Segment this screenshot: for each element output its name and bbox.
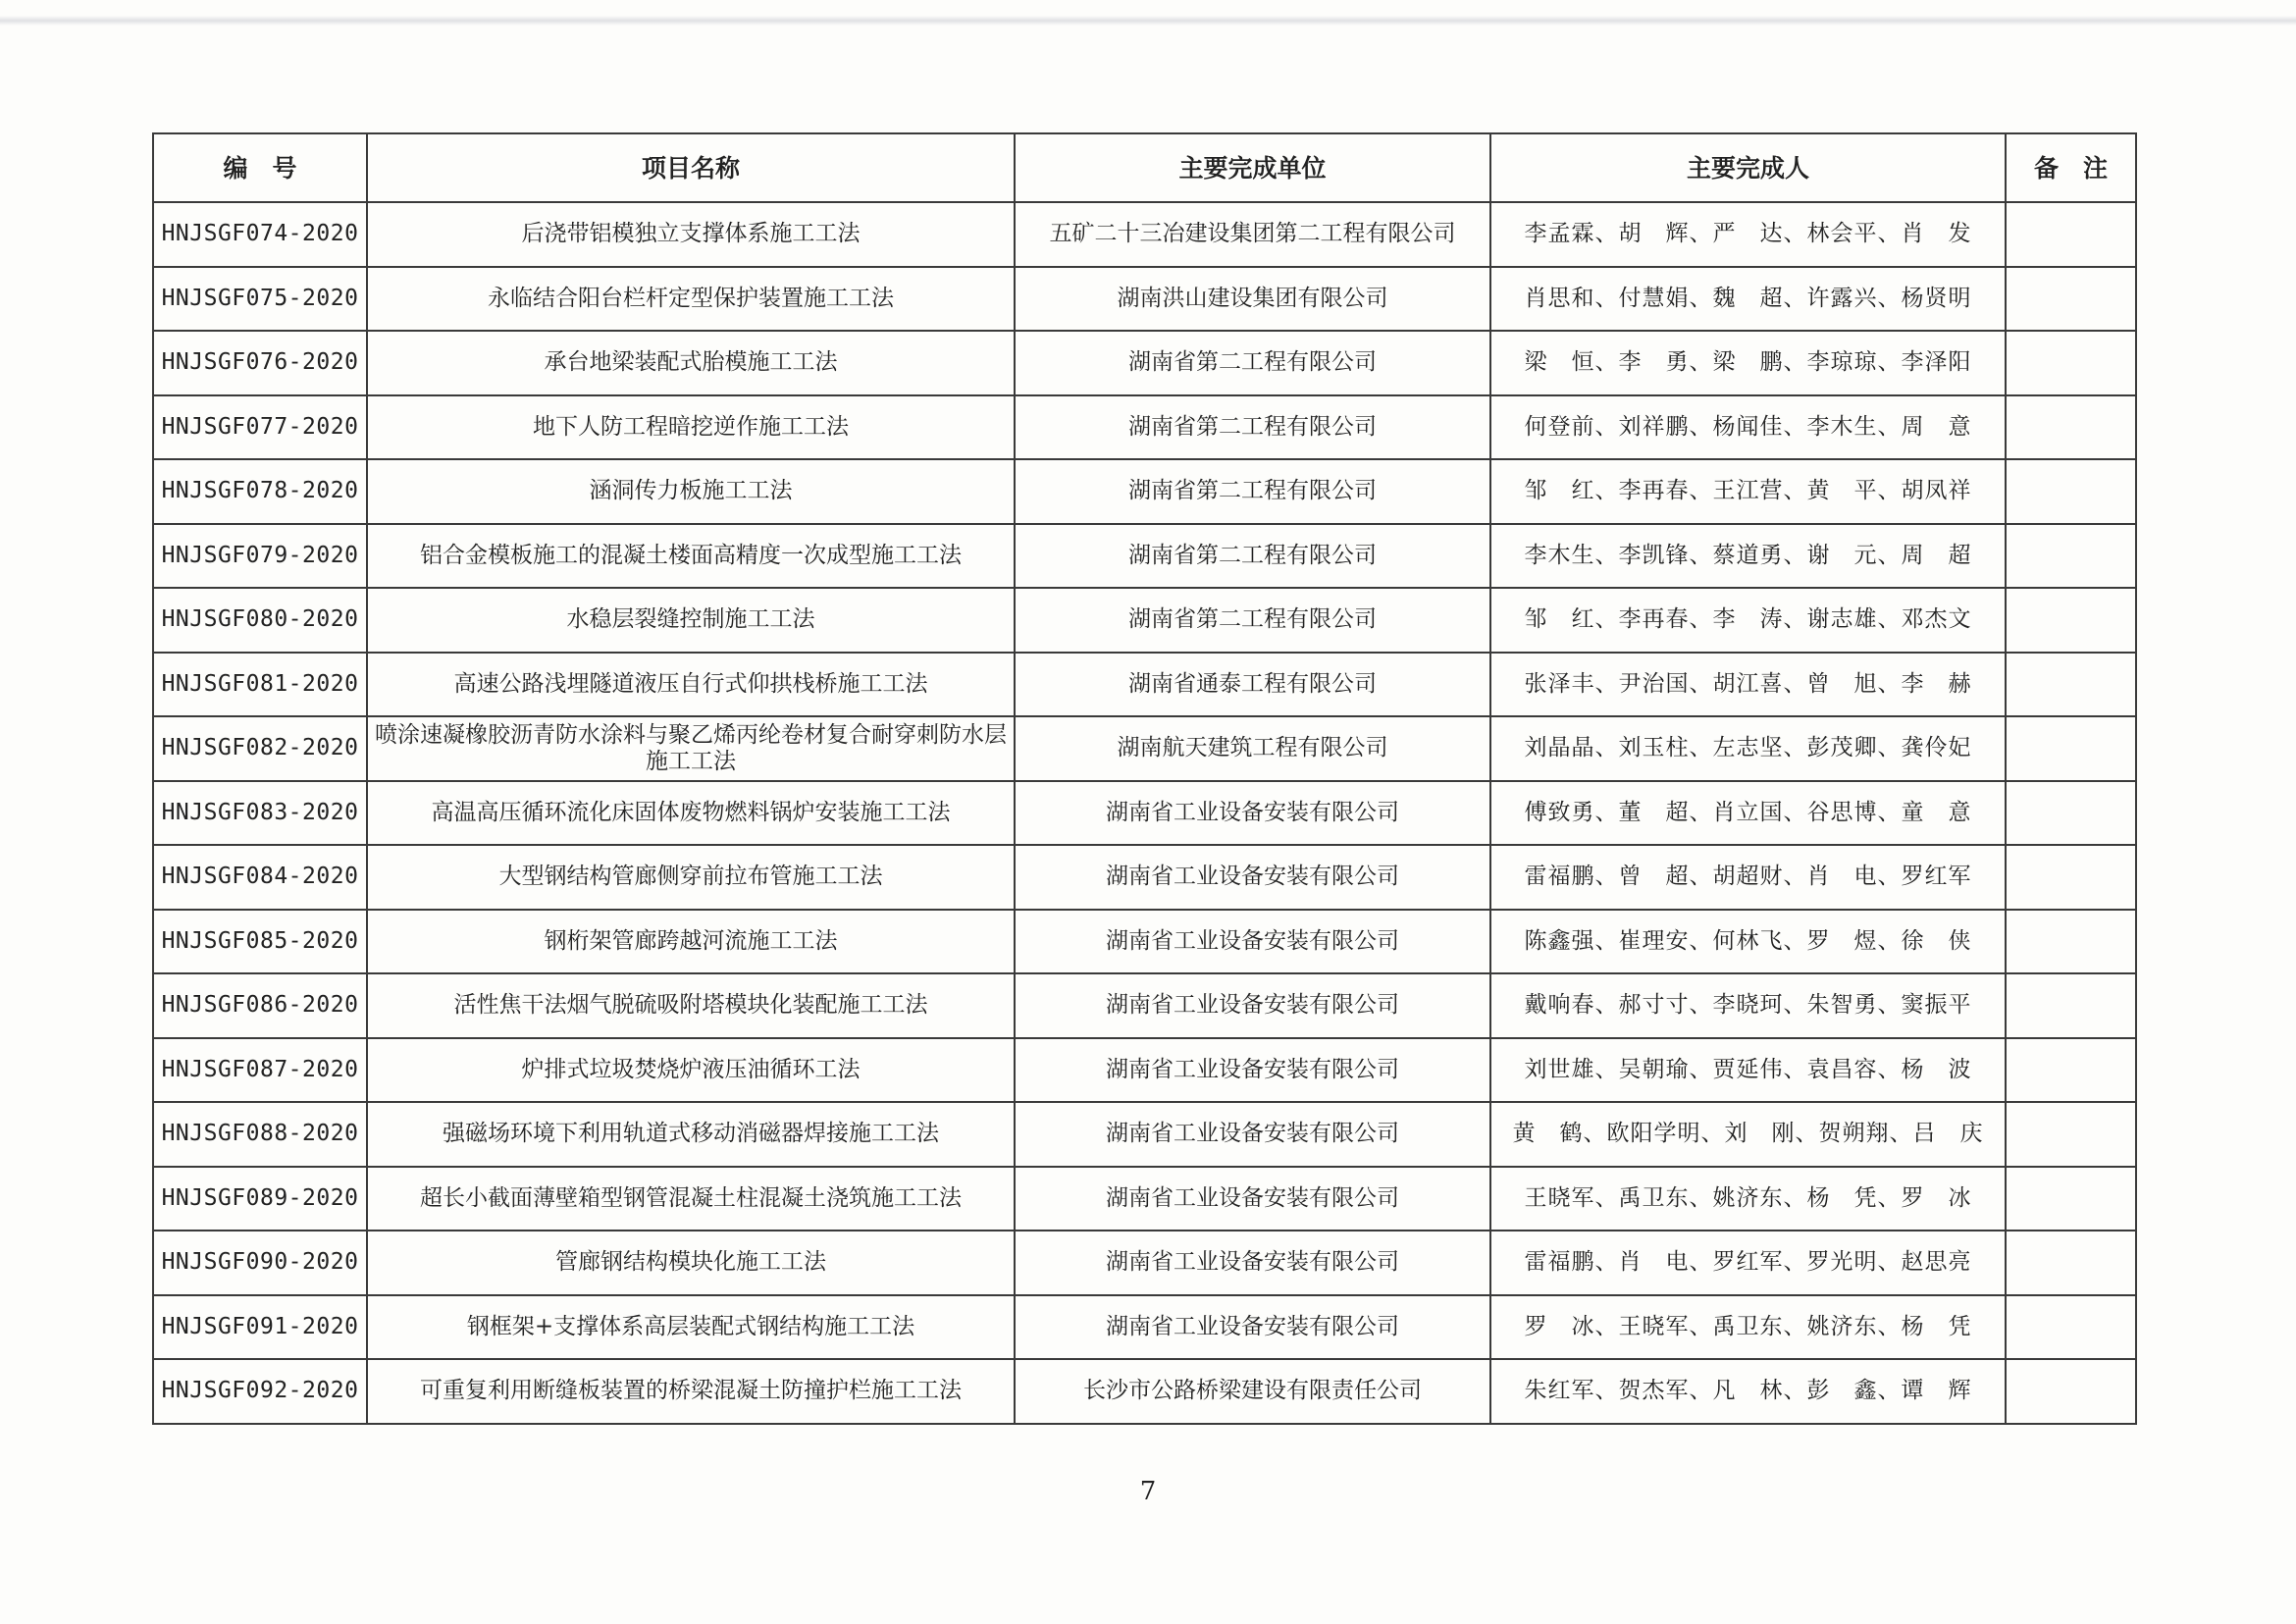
table-row xyxy=(153,716,2136,781)
cell-remark xyxy=(2006,1167,2136,1231)
cell-unit: 湖南省工业设备安装有限公司 xyxy=(1015,1231,1490,1295)
cell-code: HNJSGF092-2020 xyxy=(153,1359,367,1424)
cell-project: 水稳层裂缝控制施工工法 xyxy=(367,588,1015,653)
cell-project: 管廊钢结构模块化施工工法 xyxy=(367,1231,1015,1295)
cell-remark xyxy=(2006,1359,2136,1424)
cell-unit: 湖南航天建筑工程有限公司 xyxy=(1015,716,1490,781)
cell-remark xyxy=(2006,1102,2136,1167)
cell-project: 永临结合阳台栏杆定型保护装置施工工法 xyxy=(367,267,1015,332)
cell-unit: 长沙市公路桥梁建设有限责任公司 xyxy=(1015,1359,1490,1424)
cell-remark xyxy=(2006,1038,2136,1103)
cell-code: HNJSGF087-2020 xyxy=(153,1038,367,1103)
cell-remark xyxy=(2006,845,2136,910)
cell-people: 邹 红、李再春、李 涛、谢志雄、邓杰文 xyxy=(1490,588,2006,653)
header-unit: 主要完成单位 xyxy=(1015,133,1490,202)
table-row xyxy=(153,588,2136,653)
table-row xyxy=(153,1102,2136,1167)
cell-people: 李木生、李凯锋、蔡道勇、谢 元、周 超 xyxy=(1490,524,2006,589)
cell-people: 王晓军、禹卫东、姚济东、杨 凭、罗 冰 xyxy=(1490,1167,2006,1231)
cell-remark xyxy=(2006,1231,2136,1295)
cell-project: 喷涂速凝橡胶沥青防水涂料与聚乙烯丙纶卷材复合耐穿刺防水层施工工法 xyxy=(367,716,1015,781)
table-row xyxy=(153,1038,2136,1103)
cell-people: 李孟霖、胡 辉、严 达、林会平、肖 发 xyxy=(1490,202,2006,267)
cell-remark xyxy=(2006,395,2136,460)
cell-people: 何登前、刘祥鹏、杨闻佳、李木生、周 意 xyxy=(1490,395,2006,460)
cell-project: 钢框架+支撑体系高层装配式钢结构施工工法 xyxy=(367,1295,1015,1360)
cell-code: HNJSGF083-2020 xyxy=(153,781,367,846)
cell-unit: 湖南省工业设备安装有限公司 xyxy=(1015,1038,1490,1103)
cell-remark xyxy=(2006,202,2136,267)
cell-code: HNJSGF088-2020 xyxy=(153,1102,367,1167)
cell-project: 炉排式垃圾焚烧炉液压油循环工法 xyxy=(367,1038,1015,1103)
cell-code: HNJSGF085-2020 xyxy=(153,910,367,974)
header-people: 主要完成人 xyxy=(1490,133,2006,202)
cell-unit: 湖南省第二工程有限公司 xyxy=(1015,331,1490,395)
cell-code: HNJSGF091-2020 xyxy=(153,1295,367,1360)
cell-remark xyxy=(2006,653,2136,717)
cell-unit: 湖南省工业设备安装有限公司 xyxy=(1015,973,1490,1038)
cell-unit: 湖南省通泰工程有限公司 xyxy=(1015,653,1490,717)
table-row xyxy=(153,1231,2136,1295)
scan-artifact xyxy=(0,16,2296,26)
cell-unit: 湖南省第二工程有限公司 xyxy=(1015,588,1490,653)
cell-unit: 湖南省工业设备安装有限公司 xyxy=(1015,1167,1490,1231)
cell-project: 高温高压循环流化床固体废物燃料锅炉安装施工工法 xyxy=(367,781,1015,846)
cell-unit: 湖南省第二工程有限公司 xyxy=(1015,395,1490,460)
table-row xyxy=(153,653,2136,717)
cell-project: 强磁场环境下利用轨道式移动消磁器焊接施工工法 xyxy=(367,1102,1015,1167)
cell-people: 邹 红、李再春、王江营、黄 平、胡凤祥 xyxy=(1490,459,2006,524)
table-row xyxy=(153,267,2136,332)
cell-code: HNJSGF089-2020 xyxy=(153,1167,367,1231)
cell-code: HNJSGF086-2020 xyxy=(153,973,367,1038)
cell-remark xyxy=(2006,1295,2136,1360)
cell-people: 雷福鹏、肖 电、罗红军、罗光明、赵思亮 xyxy=(1490,1231,2006,1295)
table-row xyxy=(153,973,2136,1038)
cell-code: HNJSGF080-2020 xyxy=(153,588,367,653)
cell-code: HNJSGF082-2020 xyxy=(153,716,367,781)
cell-people: 罗 冰、王晓军、禹卫东、姚济东、杨 凭 xyxy=(1490,1295,2006,1360)
cell-project: 高速公路浅埋隧道液压自行式仰拱栈桥施工工法 xyxy=(367,653,1015,717)
cell-remark xyxy=(2006,459,2136,524)
cell-code: HNJSGF081-2020 xyxy=(153,653,367,717)
table-row xyxy=(153,331,2136,395)
cell-project: 涵洞传力板施工工法 xyxy=(367,459,1015,524)
table-row xyxy=(153,781,2136,846)
header-code: 编 号 xyxy=(153,133,367,202)
cell-unit: 五矿二十三冶建设集团第二工程有限公司 xyxy=(1015,202,1490,267)
page-number: 7 xyxy=(1139,1477,1157,1506)
table-body xyxy=(153,202,2136,1424)
cell-people: 陈鑫强、崔理安、何林飞、罗 煜、徐 侠 xyxy=(1490,910,2006,974)
cell-remark xyxy=(2006,716,2136,781)
cell-people: 刘晶晶、刘玉柱、左志坚、彭茂卿、龚伶妃 xyxy=(1490,716,2006,781)
cell-unit: 湖南省工业设备安装有限公司 xyxy=(1015,910,1490,974)
table-header-row xyxy=(153,133,2136,202)
cell-unit: 湖南省工业设备安装有限公司 xyxy=(1015,781,1490,846)
cell-unit: 湖南省工业设备安装有限公司 xyxy=(1015,845,1490,910)
cell-project: 地下人防工程暗挖逆作施工工法 xyxy=(367,395,1015,460)
cell-unit: 湖南洪山建设集团有限公司 xyxy=(1015,267,1490,332)
cell-remark xyxy=(2006,588,2136,653)
table-row xyxy=(153,1359,2136,1424)
cell-code: HNJSGF077-2020 xyxy=(153,395,367,460)
cell-remark xyxy=(2006,267,2136,332)
table-row xyxy=(153,202,2136,267)
table-row xyxy=(153,1167,2136,1231)
table-row xyxy=(153,524,2136,589)
cell-people: 朱红军、贺杰军、凡 林、彭 鑫、谭 辉 xyxy=(1490,1359,2006,1424)
cell-unit: 湖南省第二工程有限公司 xyxy=(1015,459,1490,524)
cell-project: 可重复利用断缝板装置的桥梁混凝土防撞护栏施工工法 xyxy=(367,1359,1015,1424)
cell-people: 戴响春、郝寸寸、李晓珂、朱智勇、窦振平 xyxy=(1490,973,2006,1038)
cell-project: 大型钢结构管廊侧穿前拉布管施工工法 xyxy=(367,845,1015,910)
table-row xyxy=(153,459,2136,524)
cell-remark xyxy=(2006,781,2136,846)
table-row xyxy=(153,395,2136,460)
cell-project: 活性焦干法烟气脱硫吸附塔模块化装配施工工法 xyxy=(367,973,1015,1038)
cell-project: 超长小截面薄壁箱型钢管混凝土柱混凝土浇筑施工工法 xyxy=(367,1167,1015,1231)
cell-unit: 湖南省工业设备安装有限公司 xyxy=(1015,1295,1490,1360)
cell-remark xyxy=(2006,910,2136,974)
cell-remark xyxy=(2006,331,2136,395)
cell-project: 钢桁架管廊跨越河流施工工法 xyxy=(367,910,1015,974)
table-row xyxy=(153,910,2136,974)
cell-people: 雷福鹏、曾 超、胡超财、肖 电、罗红军 xyxy=(1490,845,2006,910)
table-row xyxy=(153,1295,2136,1360)
header-remark: 备 注 xyxy=(2006,133,2136,202)
awards-table xyxy=(152,132,2137,1425)
cell-code: HNJSGF078-2020 xyxy=(153,459,367,524)
cell-code: HNJSGF074-2020 xyxy=(153,202,367,267)
table-row xyxy=(153,845,2136,910)
cell-unit: 湖南省工业设备安装有限公司 xyxy=(1015,1102,1490,1167)
cell-code: HNJSGF084-2020 xyxy=(153,845,367,910)
cell-people: 梁 恒、李 勇、梁 鹏、李琼琼、李泽阳 xyxy=(1490,331,2006,395)
cell-code: HNJSGF075-2020 xyxy=(153,267,367,332)
cell-people: 黄 鹤、欧阳学明、刘 刚、贺朔翔、吕 庆 xyxy=(1490,1102,2006,1167)
cell-people: 张泽丰、尹治国、胡江喜、曾 旭、李 赫 xyxy=(1490,653,2006,717)
cell-people: 肖思和、付慧娟、魏 超、许露兴、杨贤明 xyxy=(1490,267,2006,332)
cell-project: 后浇带铝模独立支撑体系施工工法 xyxy=(367,202,1015,267)
cell-people: 刘世雄、吴朝瑜、贾延伟、袁昌容、杨 波 xyxy=(1490,1038,2006,1103)
cell-project: 铝合金模板施工的混凝土楼面高精度一次成型施工工法 xyxy=(367,524,1015,589)
cell-project: 承台地梁装配式胎模施工工法 xyxy=(367,331,1015,395)
cell-people: 傅致勇、董 超、肖立国、谷思博、童 意 xyxy=(1490,781,2006,846)
cell-remark xyxy=(2006,973,2136,1038)
header-project: 项目名称 xyxy=(367,133,1015,202)
cell-code: HNJSGF079-2020 xyxy=(153,524,367,589)
cell-remark xyxy=(2006,524,2136,589)
cell-code: HNJSGF076-2020 xyxy=(153,331,367,395)
cell-unit: 湖南省第二工程有限公司 xyxy=(1015,524,1490,589)
cell-code: HNJSGF090-2020 xyxy=(153,1231,367,1295)
